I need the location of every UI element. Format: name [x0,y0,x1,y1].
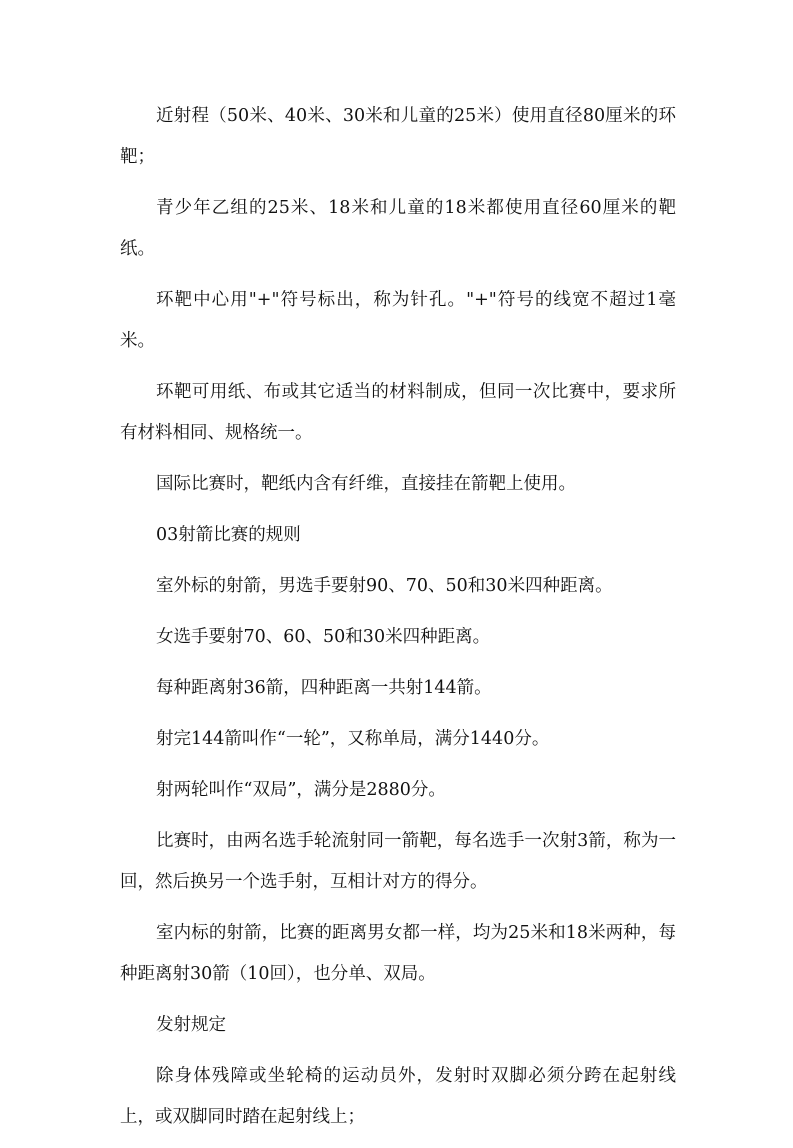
paragraph-international-target-paper: 国际比赛时，靶纸内含有纤维，直接挂在箭靶上使用。 [156,474,576,494]
document-body [120,96,676,1148]
paragraph-single-round: 射完144箭叫作“一轮”，又称单局，满分1440分。 [156,729,550,749]
paragraph-outdoor-women-distances: 女选手要射70、60、50和30米四种距离。 [156,627,491,647]
paragraph-arrows-per-distance: 每种距离射36箭，四种距离一共射144箭。 [156,678,492,698]
paragraph-indoor-distances: 室内标的射箭，比赛的距离男女都一样，均为25米和18米两种，每种距离射30箭（10回），也分单、双局。 [120,923,676,984]
paragraph-outdoor-men-distances: 室外标的射箭，男选手要射90、70、50和30米四种距离。 [156,576,613,596]
paragraph-target-center-mark: 环靶中心用"+"符号标出，称为针孔。"+"符号的线宽不超过1毫米。 [120,290,676,351]
section-heading-shooting-regulations: 发射规定 [156,1015,226,1035]
paragraph-shooting-line-stance: 除身体残障或坐轮椅的运动员外，发射时双脚必须分跨在起射线上，或双脚同时踏在起射线上； [120,1066,676,1127]
section-heading-competition-rules: 03射箭比赛的规则 [156,525,301,545]
paragraph-alternate-shooting: 比赛时，由两名选手轮流射同一箭靶，每名选手一次射3箭，称为一回，然后换另一个选手射，互相计对方的得分。 [120,831,676,892]
paragraph-target-materials: 环靶可用纸、布或其它适当的材料制成，但同一次比赛中，要求所有材料相同、规格统一。 [120,382,676,443]
paragraph-close-range-targets: 近射程（50米、40米、30米和儿童的25米）使用直径80厘米的环靶； [120,106,676,167]
paragraph-youth-target-paper: 青少年乙组的25米、18米和儿童的18米都使用直径60厘米的靶纸。 [120,198,676,259]
paragraph-double-round: 射两轮叫作“双局”，满分是2880分。 [156,780,446,800]
